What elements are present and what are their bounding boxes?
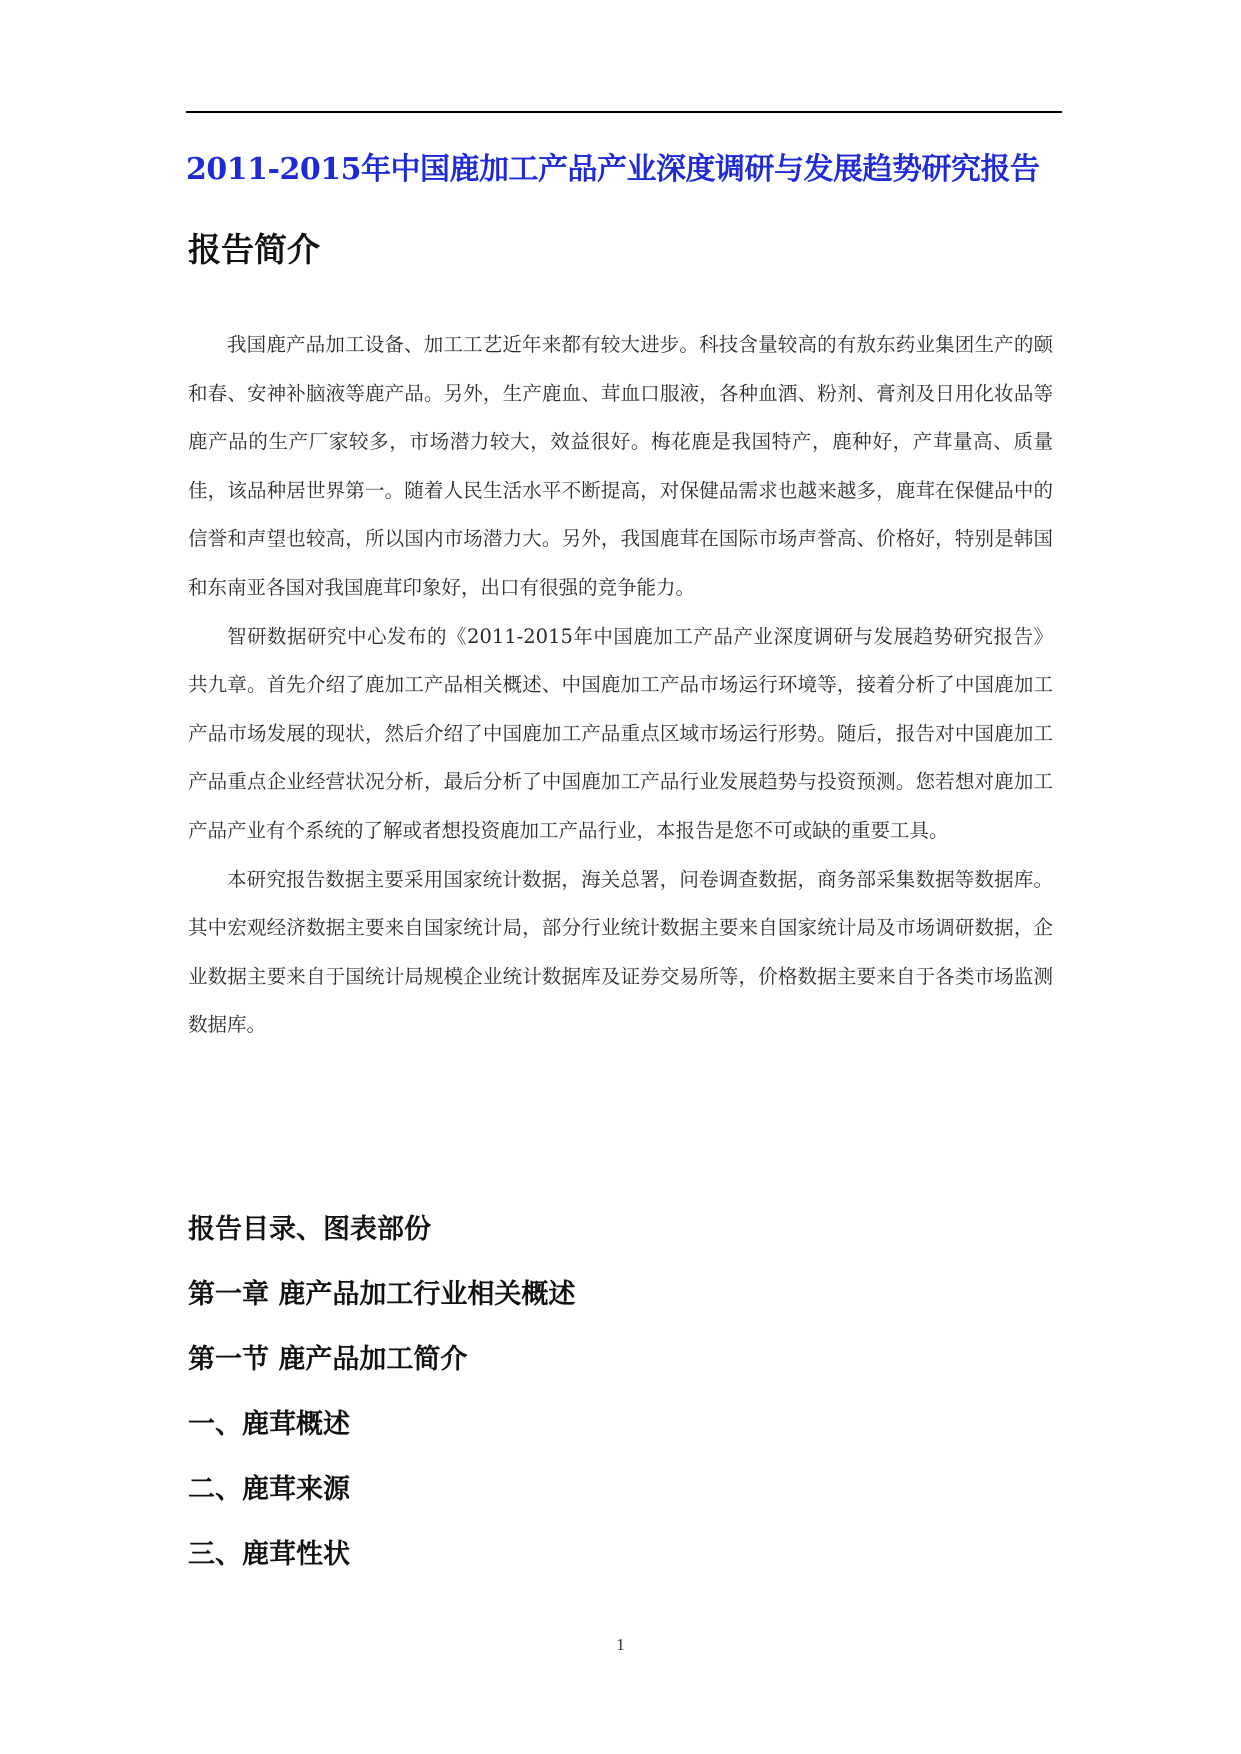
paragraph: 本研究报告数据主要采用国家统计数据，海关总署，问卷调查数据，商务部采集数据等数据库。其中宏观经济数据主要来自国家统计局，部分行业统计数据主要来自国家统计局及市场调研数据，企业数据主要来自于国统计局规模企业统计数据库及证券交易所等，价格数据主要来自于各类市场监测数据库。	[188, 867, 1053, 1037]
toc-item: 第一节 鹿产品加工简介	[188, 1344, 468, 1375]
paragraph: 我国鹿产品加工设备、加工工艺近年来都有较大进步。科技含量较高的有敖东药业集团生产的颐和春、安神补脑液等鹿产品。另外，生产鹿血、茸血口服液，各种血酒、粉剂、膏剂及日用化妆品等鹿产品的生产厂家较多，市场潜力较大，效益很好。梅花鹿是我国特产，鹿种好，产茸量高、质量佳，该品种居世界第一。随着人民生活水平不断提高，对保健品需求也越来越多，鹿茸在保健品中的信誉和声望也较高，所以国内市场潜力大。另外，我国鹿茸在国际市场声誉高、价格好，特别是韩国和东南亚各国对我国鹿茸印象好，出口有很强的竞争能力。	[188, 333, 1053, 599]
paragraph: 智研数据研究中心发布的《2011-2015年中国鹿加工产品产业深度调研与发展趋势研究报告》共九章。首先介绍了鹿加工产品相关概述、中国鹿加工产品市场运行环境等，接着分析了中国鹿加工产品市场发展的现状，然后介绍了中国鹿加工产品重点区域市场运行形势。随后，报告对中国鹿加工产品重点企业经营状况分析，最后分析了中国鹿加工产品行业发展趋势与投资预测。您若想对鹿加工产品产业有个系统的了解或者想投资鹿加工产品行业，本报告是您不可或缺的重要工具。	[188, 624, 1053, 842]
intro-body	[188, 321, 1053, 1050]
toc-item: 三、鹿茸性状	[188, 1539, 350, 1570]
header-rule	[186, 111, 1062, 113]
toc-item: 二、鹿茸来源	[188, 1474, 350, 1505]
table-of-contents	[188, 1210, 1048, 1600]
toc-item: 一、鹿茸概述	[188, 1409, 350, 1440]
toc-item: 第一章 鹿产品加工行业相关概述	[188, 1279, 576, 1310]
page-number: 1	[616, 1635, 625, 1654]
document-title: 2011-2015年中国鹿加工产品产业深度调研与发展趋势研究报告	[186, 152, 1040, 187]
toc-item: 报告目录、图表部份	[188, 1214, 431, 1245]
intro-heading: 报告简介	[188, 230, 320, 269]
